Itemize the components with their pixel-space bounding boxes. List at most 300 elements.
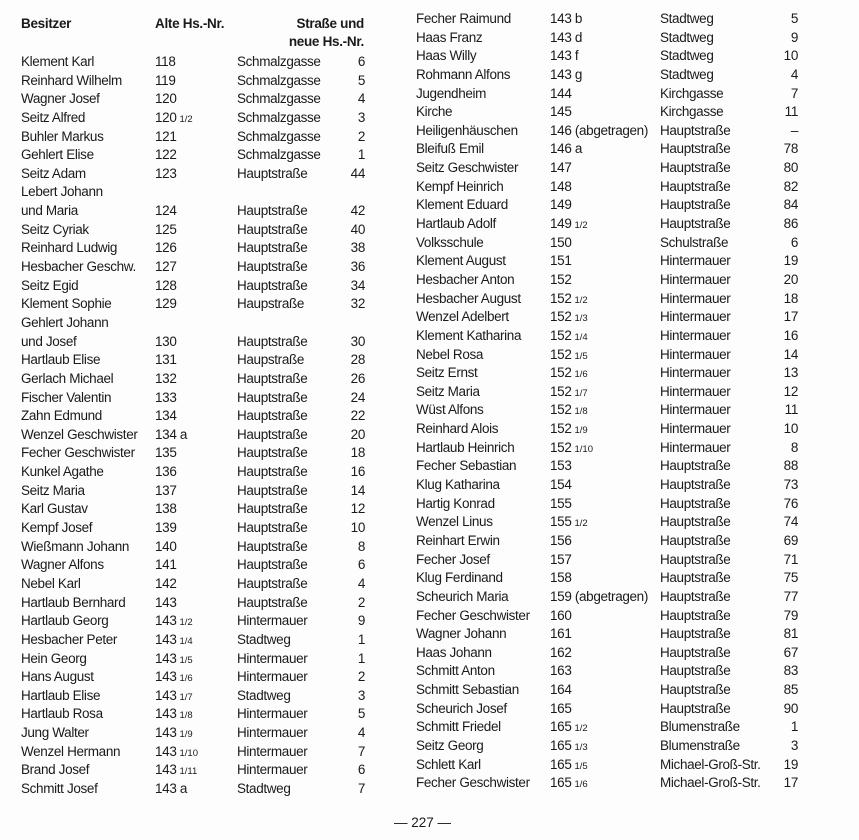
old-house-number [155,631,193,652]
owner-name: Volksschule [416,234,484,250]
old-number-fraction: 1/9 [179,729,193,741]
street-name: Michael-Groß-Str. [660,756,761,772]
owner-name: und Josef [21,333,77,349]
old-house-number [550,457,571,476]
owner-name: Hartlaub Heinrich [416,439,515,455]
old-number-value: 124 [155,203,177,219]
old-house-number [155,463,176,482]
old-number-fraction: 1/7 [574,387,588,399]
owner-name: Wagner Alfons [21,557,104,573]
old-house-number [155,743,198,764]
new-house-number: 5 [357,72,365,88]
street-name: Hauptstraße [237,426,308,442]
new-house-number: 73 [783,477,798,493]
table-row [416,569,806,588]
street-name: Hauptstraße [237,370,308,386]
old-number-value: 126 [155,240,177,256]
owner-name: Jung Walter [21,725,89,741]
old-house-number [550,346,588,367]
owner-name: Hein Georg [21,650,87,666]
old-number-value: 143 [155,725,177,741]
street-name: Hintermauer [237,613,308,629]
table-row [21,221,371,240]
owner-name: Fecher Josef [416,551,490,567]
owner-name: Hartlaub Elise [21,352,101,368]
old-house-number [155,128,176,147]
street-name: Hauptstraße [660,663,731,679]
table-row [21,295,371,314]
street-name: Hintermauer [660,421,731,437]
street-name: Hintermauer [660,309,731,325]
owner-name: Hartlaub Georg [21,613,109,629]
table-row [21,724,371,743]
old-house-number [155,519,176,538]
old-number-value: 120 [155,109,177,125]
old-house-number [550,364,588,385]
old-number-value: 150 [550,234,572,250]
old-house-number [550,439,593,460]
street-name: Schmalzgasse [237,72,321,88]
owner-name: Wießmann Johann [21,538,130,554]
new-house-number: 69 [783,532,798,548]
owner-name: Fecher Raimund [416,11,511,26]
old-house-number [155,333,176,352]
table-row [416,625,806,644]
old-house-number [550,737,588,758]
new-house-number: 10 [783,421,798,437]
old-number-value: 152 [550,439,572,455]
owner-name: Seitz Maria [416,383,480,399]
old-house-number [155,53,175,72]
old-house-number [155,295,176,314]
table-row [21,519,371,538]
old-number-value: 134 a [155,426,188,442]
table-row [416,383,806,402]
owner-name: Zahn Edmund [21,408,102,424]
table-row [21,761,371,780]
table-row [416,122,806,141]
old-house-number [155,780,187,799]
street-name: Hauptstraße [237,538,308,554]
new-house-number: 88 [783,458,798,474]
old-number-value: 128 [155,277,177,293]
old-house-number [550,234,571,253]
new-house-number: 14 [350,482,365,498]
old-house-number [550,215,588,236]
owner-name: Seitz Maria [21,482,85,498]
table-row [21,370,371,389]
old-house-number [550,476,571,495]
old-number-value: 131 [155,352,177,368]
owner-name: Lebert Johann [21,184,103,200]
street-name: Haupstraße [237,352,305,368]
old-number-value: 152 [550,346,572,362]
table-row [21,444,371,463]
street-name: Hauptstraße [237,240,308,256]
old-house-number [550,756,588,777]
old-number-fraction: 1/4 [179,635,193,647]
street-name: Hintermauer [660,290,731,306]
street-name: Hauptstraße [660,532,731,548]
old-house-number [550,140,582,159]
new-house-number: 2 [357,594,365,610]
old-house-number [155,370,176,389]
new-house-number: 7 [357,743,365,759]
street-name: Hauptstraße [660,514,731,530]
old-house-number [550,122,648,141]
table-row [416,346,806,365]
old-number-fraction: 1/5 [574,760,588,772]
old-number-fraction: 1/5 [179,654,193,666]
table-row [21,650,371,669]
table-row [416,681,806,700]
old-number-value: 152 [550,383,572,399]
table-row [416,439,806,458]
table-row [21,743,371,762]
old-number-value: 139 [155,520,177,536]
old-number-fraction: 1/3 [574,741,588,753]
owner-name: Klug Ferdinand [416,570,503,586]
new-house-number: 14 [783,346,798,362]
new-house-number: 7 [357,780,365,796]
owner-name: Klement Karl [21,54,95,69]
old-number-fraction: 1/2 [179,113,193,125]
old-number-value: 144 [550,85,572,101]
owner-name: Hartlaub Bernhard [21,594,126,610]
left-table [21,53,371,799]
street-name: Schmalzgasse [237,91,321,107]
old-house-number [550,327,588,348]
new-house-number: 2 [357,669,365,685]
old-house-number [550,625,571,644]
table-row [416,607,806,626]
old-number-fraction: 1/8 [179,710,193,722]
new-house-number: 90 [783,700,798,716]
new-house-number: 7 [790,85,798,101]
owner-name: Wagner Johann [416,626,507,642]
table-row [416,756,806,775]
street-name: Hintermauer [660,402,731,418]
old-number-value: 143 [155,650,177,666]
owner-name: Wagner Josef [21,91,100,107]
street-name: Hauptstraße [660,682,731,698]
owner-name: Schmitt Anton [416,663,495,679]
street-name: Hintermauer [660,253,731,269]
old-number-fraction: 1/10 [179,747,198,759]
new-house-number: 17 [783,775,798,791]
table-row [416,662,806,681]
owner-name: Schmitt Friedel [416,719,501,735]
street-name: Michael-Groß-Str. [660,775,761,791]
new-house-number: 40 [350,221,365,237]
old-number-value: 143 d [550,29,583,45]
owner-name: Karl Gustav [21,501,88,517]
new-house-number: 3 [790,737,798,753]
owner-name: Hans August [21,669,94,685]
old-house-number [550,196,571,215]
old-house-number [550,532,571,551]
old-number-value: 147 [550,160,572,176]
old-house-number [155,482,176,501]
old-house-number [155,239,176,258]
old-number-value: 121 [155,128,177,144]
old-house-number [550,85,571,104]
owner-name: Klement August [416,253,506,269]
old-number-value: 143 [155,706,177,722]
old-number-value: 152 [550,290,572,306]
new-house-number: 2 [357,128,365,144]
old-number-fraction: 1/11 [179,766,198,778]
old-house-number [155,705,193,726]
old-number-value: 165 [550,737,572,753]
street-name: Hintermauer [237,743,308,759]
old-number-fraction: 1/4 [574,331,588,343]
old-number-value: 143 [155,594,177,610]
table-row [21,165,371,184]
owner-name: Jugendheim [416,85,487,101]
old-number-value: 152 [550,327,572,343]
old-number-value: 122 [155,147,177,163]
owner-name: Nebel Rosa [416,346,484,362]
owner-name: Heiligenhäuschen [416,122,518,138]
table-row [21,687,371,706]
street-name: Hintermauer [237,669,308,685]
street-name: Hintermauer [660,271,731,287]
old-number-fraction: 1/2 [574,723,588,735]
owner-name: Reinhard Ludwig [21,240,118,256]
owner-name: Reinhard Alois [416,421,499,437]
new-house-number: 13 [783,365,798,381]
old-number-value: 120 [155,91,177,107]
table-row [416,29,806,48]
owner-name: Wüst Alfons [416,402,484,418]
owner-name: Wenzel Geschwister [21,426,138,442]
new-house-number: 3 [357,109,365,125]
old-number-fraction: 1/2 [179,617,193,629]
owner-name: Wenzel Hermann [21,743,121,759]
old-house-number [155,389,176,408]
table-row [416,178,806,197]
street-name: Hauptstraße [660,122,731,138]
new-house-number: 38 [350,240,365,256]
owner-name: Wenzel Adelbert [416,309,509,325]
header-street-line1: Straße und [296,16,364,31]
new-house-number: 1 [357,147,365,163]
old-house-number [550,252,571,271]
old-house-number [550,29,582,48]
street-name: Hauptstraße [237,557,308,573]
new-house-number: 6 [357,557,365,573]
table-row [416,234,806,253]
table-row [416,774,806,793]
street-name: Hauptstraße [237,445,308,461]
table-row [21,612,371,631]
new-house-number: 75 [783,570,798,586]
old-number-fraction: 1/6 [179,673,193,685]
old-house-number [155,165,176,184]
owner-name: Seitz Alfred [21,109,86,125]
new-house-number: 1 [790,719,798,735]
old-number-value: 143 [155,669,177,685]
street-name: Hauptstraße [660,477,731,493]
table-row [416,718,806,737]
old-house-number [155,444,176,463]
old-house-number [550,681,571,700]
street-name: Hauptstraße [660,607,731,623]
old-number-value: 152 [550,271,572,287]
table-row [416,364,806,383]
street-name: Hauptstraße [660,178,731,194]
table-row [416,644,806,663]
old-number-value: 152 [550,421,572,437]
street-name: Hintermauer [660,327,731,343]
street-name: Hintermauer [237,706,308,722]
header-old-number: Alte Hs.-Nr. [155,16,225,31]
owner-name: Seitz Georg [416,737,484,753]
table-row [21,500,371,519]
old-number-value: 157 [550,551,572,567]
table-row [416,327,806,346]
street-name: Schmalzgasse [237,128,321,144]
old-number-fraction: 1/2 [574,220,588,232]
street-name: Blumenstraße [660,719,740,735]
old-house-number [550,774,588,795]
old-number-value: 143 [155,762,177,778]
owner-name: Reinhart Erwin [416,532,500,548]
new-house-number: 28 [350,352,365,368]
new-house-number: 6 [790,234,798,250]
old-number-value: 152 [550,309,572,325]
old-house-number [155,426,187,445]
new-house-number: 8 [790,439,798,455]
street-name: Kirchgasse [660,104,724,120]
header-owner: Besitzer [21,16,72,31]
street-name: Schmalzgasse [237,147,321,163]
old-house-number [550,588,648,607]
new-house-number: 6 [357,54,365,69]
new-house-number: 5 [790,11,798,26]
table-row [21,258,371,277]
table-row [21,90,371,109]
new-house-number: 86 [783,216,798,232]
owner-name: Hesbacher Peter [21,631,118,647]
new-house-number: 20 [783,271,798,287]
old-number-value: 158 [550,570,572,586]
old-number-value: 143 g [550,66,583,82]
owner-name: Fischer Valentin [21,389,112,405]
old-house-number [155,594,176,613]
old-number-value: 119 [155,72,176,88]
street-name: Hauptstraße [237,575,308,591]
street-name: Schmalzgasse [237,109,321,125]
new-house-number: 10 [350,520,365,536]
old-number-value: 130 [155,333,177,349]
street-name: Hauptstraße [237,333,308,349]
street-name: Hintermauer [237,762,308,778]
old-house-number [550,47,578,66]
street-name: Stadtweg [660,66,714,82]
owner-name: Scheurich Josef [416,700,507,716]
old-number-value: 125 [155,221,177,237]
old-number-value: 151 [550,253,572,269]
street-name: Hauptstraße [660,644,731,660]
new-house-number: 4 [790,66,798,82]
street-name: Hauptstraße [237,203,308,219]
old-number-value: 156 [550,532,572,548]
old-house-number [155,650,193,671]
table-row [21,202,371,221]
old-house-number [550,420,588,441]
new-house-number: 9 [357,613,365,629]
new-house-number: 16 [350,464,365,480]
old-number-value: 165 [550,756,572,772]
table-row [416,47,806,66]
owner-name: Fecher Sebastian [416,458,517,474]
table-row [416,103,806,122]
owner-name: Wenzel Linus [416,514,493,530]
table-row [21,556,371,575]
old-number-fraction: 1/6 [574,779,588,791]
table-row [21,463,371,482]
new-house-number: 42 [350,203,365,219]
new-house-number: – [790,122,798,138]
old-house-number [550,662,571,681]
old-house-number [155,761,197,782]
old-number-value: 118 [155,54,176,69]
old-number-value: 159 (abgetragen) [550,588,648,604]
old-number-value: 155 [550,495,572,511]
old-number-value: 127 [155,259,177,275]
new-house-number: 9 [790,29,798,45]
owner-name: Seitz Cyriak [21,221,89,237]
old-number-value: 160 [550,607,572,623]
page-footer [0,815,859,830]
new-house-number: 71 [783,551,798,567]
old-number-value: 143 [155,631,177,647]
old-number-value: 123 [155,165,177,181]
owner-name: Gehlert Johann [21,314,109,330]
street-name: Hauptstraße [660,458,731,474]
new-house-number: 4 [357,575,365,591]
old-house-number [155,221,176,240]
street-name: Hauptstraße [237,464,308,480]
owner-name: und Maria [21,203,78,219]
new-house-number: 11 [784,402,798,418]
table-row [21,314,371,333]
table-row [21,668,371,687]
owner-name: Hartlaub Rosa [21,706,103,722]
old-number-fraction: 1/5 [574,350,588,362]
table-row [416,513,806,532]
table-row [21,594,371,613]
new-house-number: 12 [783,383,798,399]
owner-name: Nebel Karl [21,575,81,591]
old-house-number [550,495,571,514]
old-house-number [155,687,193,708]
street-name: Hintermauer [660,439,731,455]
new-house-number: 30 [350,333,365,349]
old-house-number [155,351,176,370]
owner-name: Klug Katharina [416,477,500,493]
old-number-value: 149 [550,216,572,232]
street-name: Hintermauer [660,346,731,362]
street-name: Stadtweg [237,631,291,647]
street-name: Hintermauer [660,365,731,381]
new-house-number: 44 [350,165,365,181]
new-house-number: 5 [357,706,365,722]
owner-name: Klement Katharina [416,327,522,343]
old-house-number [155,538,176,557]
